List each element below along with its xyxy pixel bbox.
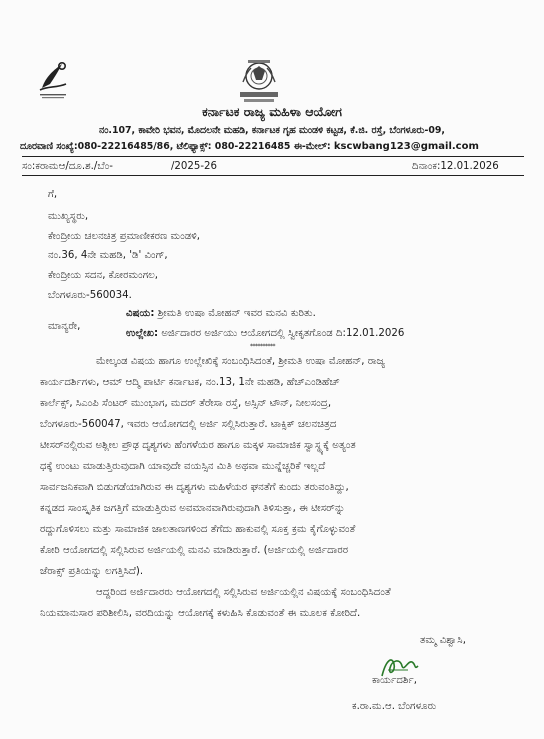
paragraph-line: ರದ್ದುಗೊಳಿಸಲು ಮತ್ತು ಸಾಮಾಜಿಕ ಜಾಲತಾಣಗಳಿಂದ ತೆಗೆದು ಹಾಕುವಲ್ಲಿ ಸೂಕ್ತ ಕ್ರಮ ಕೈಗೊಳ್ಳುವಂತೆ (40, 524, 356, 535)
paragraph-line: ಕನ್ನಡದ ಸಾಂಸ್ಕೃತಿಕ ಜಗತ್ತಿಗೆ ಮಾಡುತ್ತಿರುವ ಅವಮಾನವಾಗಿರುವುದಾಗಿ ತಿಳಿಸುತ್ತಾ, ಈ ಟೀಸರ್‌ನ್ನು (40, 503, 346, 514)
contact-numbers: ದೂರವಾಣಿ ಸಂಖ್ಯೆ:080-22216485/86, ಟೆಲಿಫ್ಯಾಕ್ಸ್: 080-22216485 ಈ-ಮೇಲ್: (20, 141, 331, 152)
women-commission-logo (36, 58, 70, 102)
recipient-line: ಮುಖ್ಯಸ್ಥರು, (48, 211, 89, 222)
salutation: ಮಾನ್ಯರೇ, (48, 321, 81, 332)
reference-line (126, 329, 404, 339)
paragraph-line: ಆದ್ದರಿಂದ ಅರ್ಜಿದಾರರು ಆಯೋಗದಲ್ಲಿ ಸಲ್ಲಿಸಿರುವ ಅರ್ಜಿಯಲ್ಲಿನ ವಿಷಯಕ್ಕೆ ಸಂಬಂಧಿಸಿದಂತೆ (96, 587, 391, 598)
recipient-to: ಗೆ, (48, 189, 58, 200)
letter-date: ದಿನಾಂಕ:12.01.2026 (412, 161, 499, 172)
contact-line (20, 141, 479, 152)
paragraph-line: ಬೆಂಗಳೂರು-560047, ಇವರು ಆಯೋಗದಲ್ಲಿ ಅರ್ಜಿ ಸಲ್ಲಿಸಿರುತ್ತಾರೆ. ಟಾಕ್ಸಿಕ್ ಚಲನಚಿತ್ರದ (40, 419, 337, 430)
paragraph-line: ಕಾರ್ಲೆಕ್ಸ್, ಸಿಎಂಪಿ ಸೆಂಟರ್ ಮುಂಭಾಗ, ಮದರ್ ತೆರೇಸಾ ರಸ್ತೆ, ಅಸ್ಸಿನ್ ಟೌನ್, ನೀಲಸಂದ್ರ, (40, 398, 332, 409)
address-line: ನಂ.107, ಕಾವೇರಿ ಭವನ, ಮೊದಲನೇ ಮಹಡಿ, ಕರ್ನಾಟಕ ಗೃಹ ಮಂಡಳಿ ಕಟ್ಟಡ, ಕೆ.ಜಿ. ರಸ್ತೆ, ಬೆಂಗಳೂರು-09, (99, 125, 445, 136)
paragraph-line: ಕಾರ್ಯದರ್ಶಿಗಳು, ಆಮ್ ಆದ್ಮಿ ಪಾರ್ಟಿ ಕರ್ನಾಟಕ, ನಂ.13, 1ನೇ ಮಹಡಿ, ಹೆಚ್ಎಂಡಿಹೆಚ್ (40, 377, 340, 388)
paragraph-line: ಸಾರ್ವಜನಿಕವಾಗಿ ಬಿಡುಗಡೆಯಾಗಿರುವ ಈ ದೃಶ್ಯಗಳು ಮಹಿಳೆಯರ ಘನತೆಗೆ ಕುಂದು ತರುವಂತಿದ್ದು, (40, 482, 349, 493)
reference-year: /2025-26 (171, 161, 217, 172)
reference-text: ಅರ್ಜಿದಾರರ ಅರ್ಜಿಯು ಆಯೋಗದಲ್ಲಿ ಸ್ವೀಕೃತಗೊಂಡ ದಿ:12.01.2026 (161, 328, 405, 339)
subject-label: ವಿಷಯ: (126, 308, 155, 319)
paragraph-line: ಜೆರಾಕ್ಸ್ ಪ್ರತಿಯನ್ನು ಲಗತ್ತಿಸಿದೆ). (40, 566, 144, 577)
header-rule (22, 156, 524, 157)
recipient-line: ಕೇಂದ್ರೀಯ ಸದನ, ಕೋರಮಂಗಲ, (48, 270, 159, 281)
subject-text: ಶ್ರೀಮತಿ ಉಷಾ ಮೋಹನ್ ಇವರ ಮನವಿ ಕುರಿತು. (157, 308, 316, 319)
paragraph-line: ಟೀಸರ್‌ನಲ್ಲಿರುವ ಅಶ್ಲೀಲ ಪ್ರೌಢ ದೃಶ್ಯಗಳು ಹೆಂಗಳೆಯರ ಹಾಗೂ ಮಕ್ಕಳ ಸಾಮಾಜಿಕ ಸ್ವಾಸ್ಥ್ಯಕ್ಕೆ ಅತ್ಯಂತ (40, 440, 356, 451)
reference-number: ಸಂ:ಕರಾಮಆ/ದೂ.ಶ./ಬೆಂ- (22, 161, 113, 172)
email-address[interactable]: kscwbang123@gmail.com (333, 141, 479, 152)
recipient-line: ನಂ.36, 4ನೇ ಮಹಡಿ, 'ಡಿ' ವಿಂಗ್, (48, 250, 168, 261)
closing-designation: ಕಾರ್ಯದರ್ಶಿ, (372, 675, 418, 686)
closing-office: ಕ.ರಾ.ಮ.ಆ. ಬೆಂಗಳೂರು (352, 701, 437, 712)
paragraph-line: ನಿಯಮಾನುಸಾರ ಪರಿಶೀಲಿಸಿ, ವರದಿಯನ್ನು ಆಯೋಗಕ್ಕೆ ಕಳುಹಿಸಿ ಕೊಡುವಂತೆ ಈ ಮೂಲಕ ಕೋರಿದೆ. (40, 608, 361, 619)
recipient-line: ಬೆಂಗಳೂರು-560034. (48, 290, 132, 301)
reference-label: ಉಲ್ಲೇಖ: (126, 328, 159, 339)
karnataka-state-emblem (232, 56, 286, 106)
org-name: ಕರ್ನಾಟಕ ರಾಜ್ಯ ಮಹಿಳಾ ಆಯೋಗ (202, 104, 342, 119)
paragraph-line: ಮೇಲ್ಕಂಡ ವಿಷಯ ಹಾಗೂ ಉಲ್ಲೇಖಿಕ್ಕೆ ಸಂಬಂಧಿಸಿದಂತೆ, ಶ್ರೀಮತಿ ಉಷಾ ಮೋಹನ್, ರಾಜ್ಯ (96, 356, 386, 367)
paragraph-line: ಕೋರಿ ಆಯೋಗದಲ್ಲಿ ಸಲ್ಲಿಸಿರುವ ಅರ್ಜಿಯಲ್ಲಿ ಮನವಿ ಮಾಡಿರುತ್ತಾರೆ. (ಅರ್ಜಿಯಲ್ಲಿ ಅರ್ಜಿದಾರರ (40, 545, 349, 556)
reference-rule (22, 175, 524, 176)
separator-stars: ********** (250, 343, 275, 350)
recipient-line: ಕೇಂದ್ರೀಯ ಚಲನಚಿತ್ರ ಪ್ರಮಾಣೀಕರಣ ಮಂಡಳಿ, (48, 231, 201, 242)
paragraph-line: ಧಕ್ಕೆ ಉಂಟು ಮಾಡುತ್ತಿರುವುದಾಗಿ ಯಾವುದೇ ವಯಸ್ಸಿನ ಮಿತಿ ಅಥವಾ ಮುನ್ನೆಚ್ಚರಿಕೆ ಇಲ್ಲದೆ (40, 461, 326, 472)
subject-line (126, 309, 316, 319)
closing-regards: ತಮ್ಮ ವಿಶ್ವಾಸಿ, (420, 635, 466, 646)
